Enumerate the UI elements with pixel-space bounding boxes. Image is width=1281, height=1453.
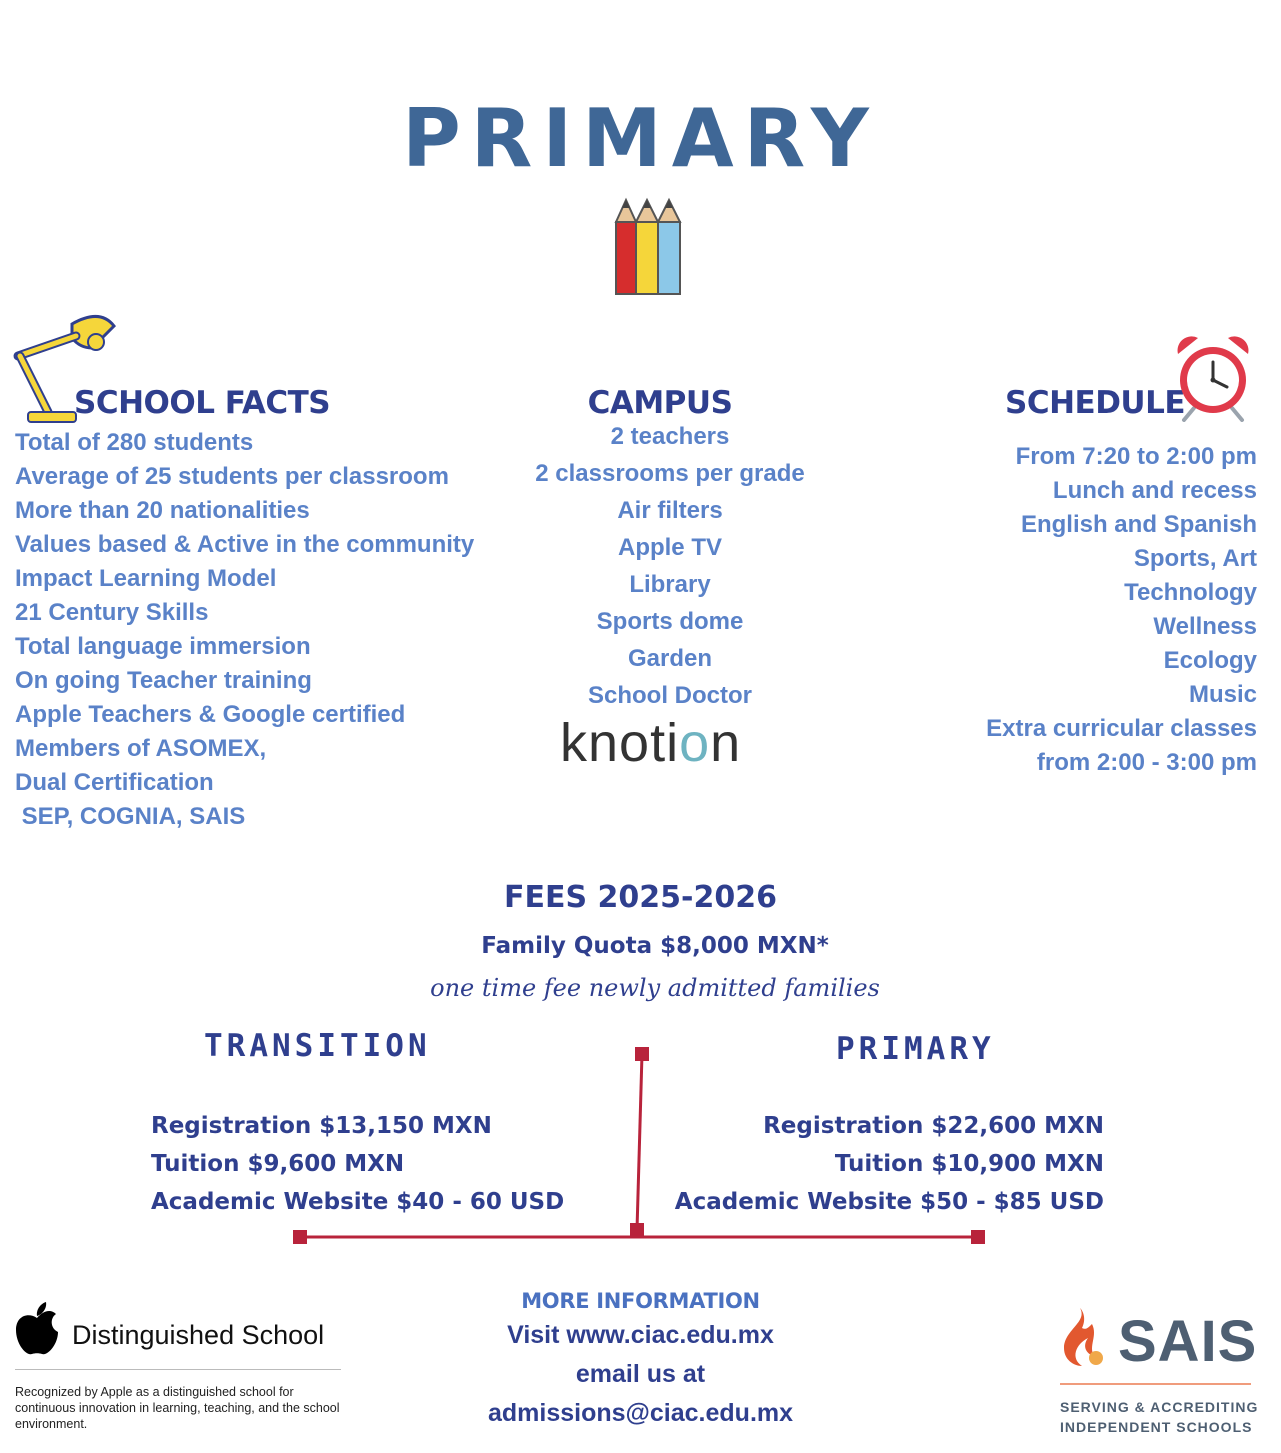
school-facts-heading: SCHOOL FACTS — [74, 385, 331, 421]
primary-fees-heading: PRIMARY — [836, 1031, 995, 1067]
fee-item: Registration $13,150 MXN — [151, 1113, 492, 1139]
transition-heading: TRANSITION — [204, 1028, 431, 1064]
campus-heading: CAMPUS — [587, 385, 733, 421]
list-item: More than 20 nationalities — [15, 497, 310, 524]
sais-flame-icon — [1058, 1306, 1108, 1368]
campus-list — [500, 418, 840, 714]
list-item: Average of 25 students per classroom — [15, 463, 449, 490]
list-item: Library — [629, 571, 711, 598]
list-item: Impact Learning Model — [15, 565, 277, 592]
list-item: Music — [1188, 681, 1257, 708]
fee-item: Registration $22,600 MXN — [763, 1113, 1104, 1139]
primary-fees — [675, 1107, 1104, 1221]
list-item: Total of 280 students — [15, 429, 254, 456]
email-label: email us at — [575, 1360, 706, 1388]
list-item: Total language immersion — [15, 633, 311, 660]
sais-logo-text: SAIS — [1118, 1309, 1258, 1374]
schedule-heading: SCHEDULE — [1005, 385, 1186, 421]
fee-item: Tuition $10,900 MXN — [834, 1151, 1104, 1177]
sais-divider — [1060, 1383, 1251, 1385]
sais-tagline: SERVING & ACCREDITING INDEPENDENT SCHOOLS — [1060, 1399, 1259, 1435]
fees-title: FEES 2025-2026 — [504, 880, 777, 915]
schedule-list — [986, 440, 1257, 780]
list-item: 2 teachers — [610, 423, 730, 450]
list-item: Dual Certification — [15, 769, 214, 796]
list-item: Air filters — [617, 497, 723, 524]
list-item: Extra curricular classes — [986, 715, 1257, 742]
list-item: English and Spanish — [1020, 511, 1257, 538]
list-item: 21 Century Skills — [15, 599, 209, 626]
alarm-clock-icon — [1172, 332, 1254, 422]
fee-item: Academic Website $50 - $85 USD — [674, 1189, 1104, 1215]
list-item: Technology — [1124, 579, 1257, 606]
list-item: On going Teacher training — [15, 667, 312, 694]
list-item: Members of ASOMEX, — [15, 735, 267, 762]
apple-badge-note: Recognized by Apple as a distinguished school for continuous innovation in learning, teaching, and the school environment. — [15, 1385, 340, 1431]
transition-fees — [151, 1107, 564, 1221]
list-item: Ecology — [1163, 647, 1257, 674]
school-facts-list — [15, 426, 474, 834]
list-item: Lunch and recess — [1052, 477, 1257, 504]
list-item: From 7:20 to 2:00 pm — [1015, 443, 1257, 470]
list-item: Wellness — [1153, 613, 1257, 640]
list-item: School Doctor — [587, 682, 752, 709]
fee-item: Tuition $9,600 MXN — [151, 1151, 405, 1177]
apple-logo-icon — [14, 1302, 60, 1356]
list-item: Values based & Active in the community — [15, 531, 475, 558]
email-link[interactable]: admissions@ciac.edu.mx — [487, 1399, 794, 1427]
list-item: from 2:00 - 3:00 pm — [1036, 749, 1257, 776]
fee-item: Academic Website $40 - 60 USD — [151, 1189, 565, 1215]
list-item: Apple Teachers & Google certified — [15, 701, 406, 728]
one-time-fee-note: one time fee newly admitted families — [430, 974, 880, 1002]
apple-badge-divider — [15, 1369, 341, 1370]
family-quota: Family Quota $8,000 MXN* — [481, 933, 829, 959]
list-item: 2 classrooms per grade — [535, 460, 805, 487]
list-item: SEP, COGNIA, SAIS — [15, 803, 246, 830]
page-title: PRIMARY — [402, 92, 879, 185]
list-item: Garden — [627, 645, 713, 672]
list-item: Sports dome — [596, 608, 744, 635]
list-item: Sports, Art — [1133, 545, 1257, 572]
apple-badge-label: Distinguished School — [72, 1320, 325, 1350]
website-link[interactable]: Visit www.ciac.edu.mx — [507, 1321, 774, 1349]
pencils-icon — [612, 196, 684, 298]
knotion-logo: knotion — [560, 713, 742, 773]
more-info-heading: MORE INFORMATION — [521, 1289, 760, 1313]
list-item: Apple TV — [617, 534, 722, 561]
